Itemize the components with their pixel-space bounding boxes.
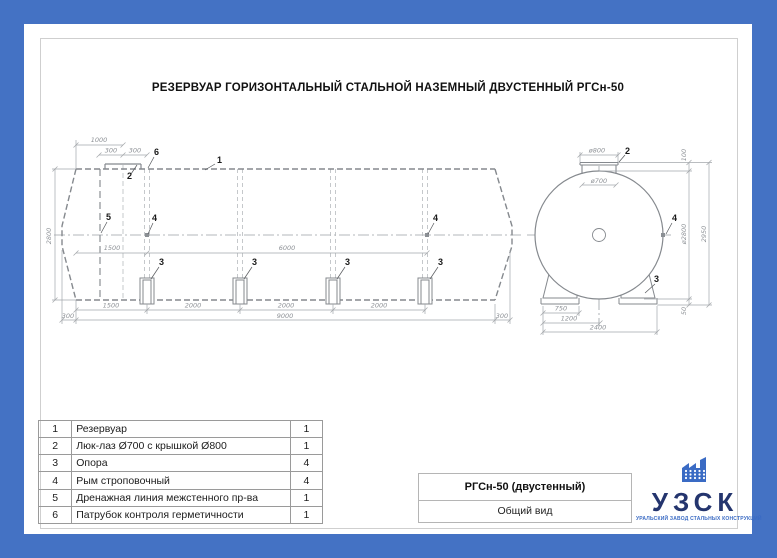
- part-num: 3: [39, 455, 72, 472]
- dim-300-right: 300: [495, 312, 509, 320]
- end-callout-3: 3: [654, 274, 660, 284]
- table-row: [39, 438, 323, 455]
- dim-300-a: 300: [104, 146, 118, 155]
- part-name: Рым строповочный: [72, 472, 291, 489]
- callout-3-d: 3: [438, 257, 444, 267]
- callout-4-right: 4: [433, 213, 439, 223]
- dim-d700: ø700: [590, 177, 608, 185]
- end-view: [527, 146, 712, 335]
- tank-outline: [62, 169, 512, 300]
- part-num: 6: [39, 506, 72, 523]
- table-row: [39, 489, 323, 506]
- sheet-title: РЕЗЕРВУАР ГОРИЗОНТАЛЬНЫЙ СТАЛЬНОЙ НАЗЕМНЫЙ ДВУСТЕННЫЙ РГСн-50: [151, 82, 625, 94]
- dim-6000: 6000: [278, 244, 296, 252]
- callout-3-b: 3: [252, 257, 258, 267]
- part-qty: 1: [290, 438, 322, 455]
- part-num: 1: [39, 421, 72, 438]
- part-qty: 4: [290, 455, 322, 472]
- part-num: 5: [39, 489, 72, 506]
- dim-2000-b: 2000: [277, 301, 295, 310]
- dim-1000: 1000: [90, 136, 108, 144]
- part-qty: 1: [290, 489, 322, 506]
- part-name: Патрубок контроля герметичности: [72, 506, 291, 523]
- side-view: [45, 136, 521, 324]
- end-callout-4: 4: [672, 213, 678, 223]
- factory-icon: [678, 456, 712, 483]
- title-block: [418, 473, 632, 523]
- dim-d2800: ø2800: [680, 223, 688, 245]
- table-row: [39, 421, 323, 438]
- part-qty: 1: [290, 421, 322, 438]
- dim-2800: 2800: [45, 227, 53, 245]
- technical-drawing: [24, 24, 752, 414]
- dim-1500-bottom: 1500: [102, 301, 120, 310]
- view-name: Общий вид: [497, 505, 553, 517]
- company-logo: [636, 456, 762, 542]
- dim-300-left: 300: [61, 312, 75, 320]
- tank-end-circle: [535, 171, 663, 299]
- model-designation: РГСн-50 (двустенный): [419, 474, 631, 501]
- callout-1: 1: [217, 155, 223, 165]
- dim-300-b: 300: [128, 146, 142, 155]
- station-lines: [145, 169, 428, 278]
- callout-6: 6: [154, 147, 160, 157]
- part-name: Дренажная линия межстенного пр-ва: [72, 489, 291, 506]
- part-qty: 1: [290, 506, 322, 523]
- part-num: 4: [39, 472, 72, 489]
- callout-2: 2: [127, 171, 133, 181]
- end-lug: [661, 233, 665, 237]
- dim-750: 750: [554, 304, 568, 313]
- callout-3-a: 3: [159, 257, 165, 267]
- dim-9000: 9000: [276, 312, 294, 320]
- dim-2950: 2950: [700, 225, 708, 243]
- callout-4-left: 4: [152, 213, 158, 223]
- callout-3-c: 3: [345, 257, 351, 267]
- callout-5: 5: [106, 212, 112, 222]
- part-num: 2: [39, 438, 72, 455]
- end-callout-2: 2: [625, 146, 631, 156]
- dim-2000-c: 2000: [370, 301, 388, 310]
- logo-tagline: УРАЛЬСКИЙ ЗАВОД СТАЛЬНЫХ КОНСТРУКЦИЙ: [636, 516, 762, 522]
- side-dim-lines: [52, 140, 513, 324]
- dim-2000-a: 2000: [184, 301, 202, 310]
- table-row: [39, 455, 323, 472]
- dim-100: 100: [680, 148, 688, 162]
- part-qty: 4: [290, 472, 322, 489]
- logo-abbr: УЗСК: [651, 487, 739, 517]
- table-row: [39, 472, 323, 489]
- dim-d800: ø800: [588, 146, 606, 155]
- dim-1200: 1200: [560, 314, 578, 323]
- table-row: [39, 506, 323, 523]
- part-name: Опора: [72, 455, 291, 472]
- part-name: Люк-лаз Ø700 с крышкой Ø800: [72, 438, 291, 455]
- part-name: Резервуар: [72, 421, 291, 438]
- dim-2400: 2400: [589, 323, 607, 332]
- dim-1500-inner: 1500: [103, 244, 121, 252]
- parts-table: [38, 420, 323, 524]
- dim-50: 50: [680, 306, 688, 316]
- drawing-sheet: [24, 24, 762, 534]
